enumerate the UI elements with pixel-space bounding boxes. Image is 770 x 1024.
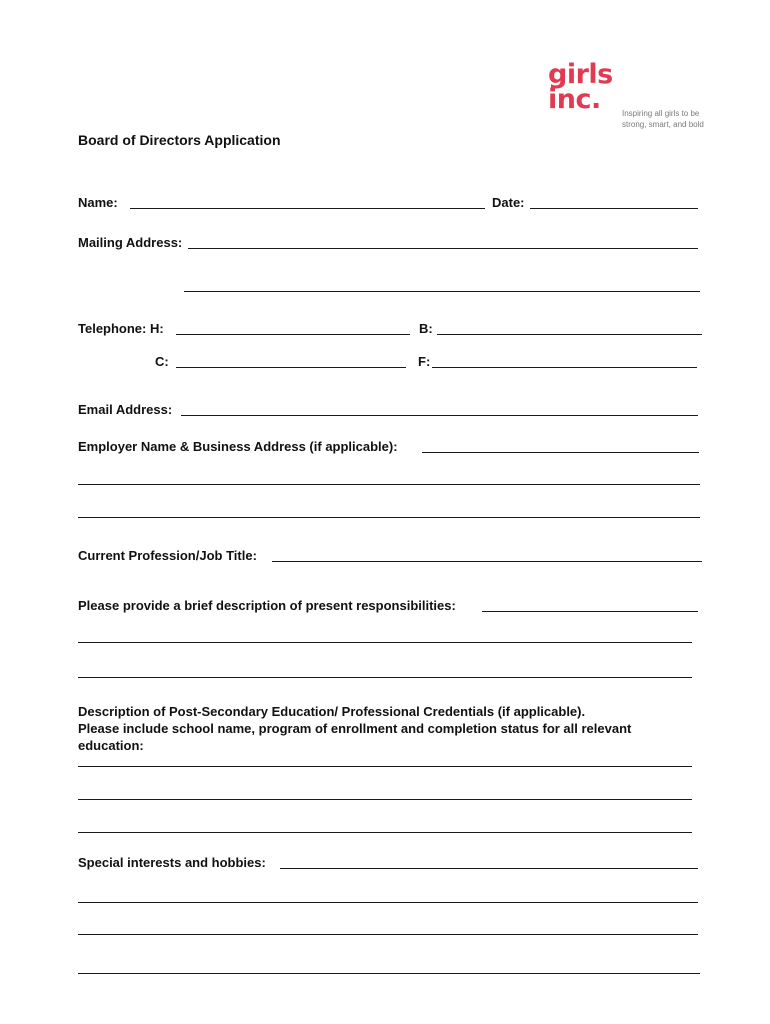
education-field-3[interactable] bbox=[78, 832, 692, 833]
employer-field-3[interactable] bbox=[78, 517, 700, 518]
education-field-2[interactable] bbox=[78, 799, 692, 800]
interests-field-1[interactable] bbox=[280, 868, 698, 869]
telephone-business-label: B: bbox=[419, 321, 433, 336]
employer-label: Employer Name & Business Address (if applicable): bbox=[78, 439, 398, 454]
employer-field-2[interactable] bbox=[78, 484, 700, 485]
interests-label: Special interests and hobbies: bbox=[78, 855, 266, 870]
employer-field-1[interactable] bbox=[422, 452, 699, 453]
mailing-address-field-2[interactable] bbox=[184, 291, 700, 292]
date-field[interactable] bbox=[530, 208, 698, 209]
name-field[interactable] bbox=[130, 208, 485, 209]
education-instructions bbox=[78, 703, 698, 754]
responsibilities-label: Please provide a brief description of present responsibilities: bbox=[78, 598, 456, 613]
responsibilities-field-3[interactable] bbox=[78, 677, 692, 678]
responsibilities-field-1[interactable] bbox=[482, 611, 698, 612]
date-label: Date: bbox=[492, 195, 525, 210]
education-instructions-line3: education: bbox=[78, 738, 144, 753]
education-instructions-line1: Description of Post-Secondary Education/ Professional Credentials (if applicable). bbox=[78, 704, 586, 719]
telephone-home-label: Telephone: H: bbox=[78, 321, 164, 336]
name-label: Name: bbox=[78, 195, 118, 210]
education-instructions-line2: Please include school name, program of enrollment and completion status for all relevant bbox=[78, 721, 632, 736]
telephone-cell-field[interactable] bbox=[176, 367, 406, 368]
responsibilities-field-2[interactable] bbox=[78, 642, 692, 643]
email-address-field[interactable] bbox=[181, 415, 698, 416]
logo-wordmark-line1: girls bbox=[548, 59, 613, 90]
logo-wordmark-line2: inc. bbox=[548, 84, 601, 115]
girls-inc-logo bbox=[546, 59, 706, 134]
interests-field-3[interactable] bbox=[78, 934, 698, 935]
telephone-cell-label: C: bbox=[155, 354, 169, 369]
interests-field-2[interactable] bbox=[78, 902, 698, 903]
interests-field-4[interactable] bbox=[78, 973, 700, 974]
telephone-business-field[interactable] bbox=[437, 334, 702, 335]
telephone-home-field[interactable] bbox=[176, 334, 410, 335]
fax-label: F: bbox=[418, 354, 431, 369]
logo-tagline: Inspiring all girls to be strong, smart, and bold bbox=[622, 109, 704, 129]
education-field-1[interactable] bbox=[78, 766, 692, 767]
profession-field[interactable] bbox=[272, 561, 702, 562]
profession-label: Current Profession/Job Title: bbox=[78, 548, 257, 563]
email-address-label: Email Address: bbox=[78, 402, 173, 417]
mailing-address-field-1[interactable] bbox=[188, 248, 698, 249]
fax-field[interactable] bbox=[432, 367, 697, 368]
logo-wordmark bbox=[548, 59, 613, 115]
mailing-address-label: Mailing Address: bbox=[78, 235, 183, 250]
page-title: Board of Directors Application bbox=[78, 132, 281, 148]
